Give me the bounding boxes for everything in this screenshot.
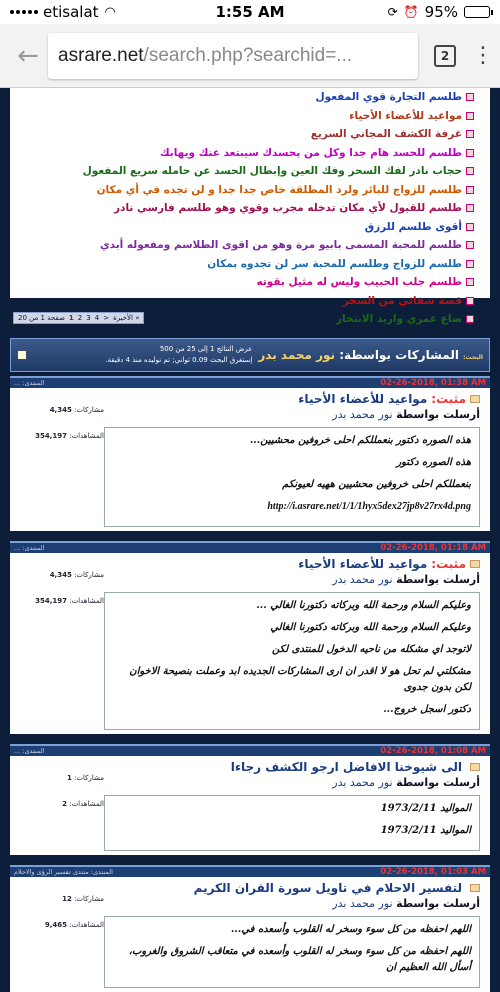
alarm-icon: ⏰ xyxy=(403,5,419,19)
featured-link[interactable] xyxy=(20,199,474,218)
status-bar xyxy=(0,0,500,24)
url-path: /search.php?searchid=... xyxy=(143,44,353,66)
post-prefix: مثبت: xyxy=(431,392,466,406)
link-bullet-icon xyxy=(466,241,474,249)
post-body xyxy=(10,388,490,531)
post-title-text[interactable]: الى شيوخنا الافاضل ارجو الكشف رجاءا xyxy=(230,760,462,774)
post-body xyxy=(10,553,490,734)
post-main xyxy=(104,760,484,851)
post-result xyxy=(10,865,490,992)
link-bullet-icon xyxy=(466,260,474,268)
link-bullet-icon xyxy=(466,186,474,194)
post-result xyxy=(10,541,490,734)
clock: 1:55 AM xyxy=(215,3,285,21)
search-by-label: البحث: xyxy=(463,354,483,361)
page-link-4[interactable]: 4 xyxy=(94,314,100,322)
featured-link[interactable] xyxy=(20,255,474,274)
post-title-text[interactable]: مواعيد للأعضاء الأحياء xyxy=(298,557,428,571)
author-label: أرسلت بواسطة xyxy=(396,897,480,910)
link-bullet-icon xyxy=(466,149,474,157)
post-title-text[interactable]: مواعيد للأعضاء الأحياء xyxy=(298,392,428,406)
featured-link-text[interactable]: طلسم للزواج وطلسم للمحبة سر لن تجدوه بمكان xyxy=(207,257,462,270)
search-title-prefix: المشاركات بواسطة: xyxy=(339,348,459,362)
thread-icon xyxy=(470,884,480,892)
pagination-bar xyxy=(13,312,144,324)
post-title[interactable] xyxy=(104,881,480,895)
featured-link[interactable] xyxy=(20,144,474,163)
author-label: أرسلت بواسطة xyxy=(396,408,480,421)
post-excerpt xyxy=(104,427,480,527)
featured-link[interactable] xyxy=(20,107,474,126)
author-label: أرسلت بواسطة xyxy=(396,776,480,789)
featured-link-text[interactable]: طلسم للحسد هام جدا وكل من يحسدك سيبتعد عنك ويهابك xyxy=(159,146,462,159)
post-stats xyxy=(14,557,104,730)
post-excerpt-summary: هذه الصوره دكتور بنعمللكم احلى خروفين محشيين... xyxy=(249,435,471,446)
post-main xyxy=(104,881,484,988)
posts-label: مشاركات: xyxy=(74,571,104,579)
featured-link[interactable] xyxy=(20,218,474,237)
author-name[interactable]: نور محمد بدر xyxy=(332,573,393,586)
link-bullet-icon xyxy=(466,204,474,212)
link-bullet-icon xyxy=(466,297,474,305)
featured-link-text[interactable]: طلسم التجارة قوي المفعول xyxy=(315,91,462,104)
posts-label: مشاركات: xyxy=(74,895,104,903)
featured-link-text[interactable]: طلسم للمحبة المسمى بابيو مرة وهو من اقوى الطلاسم ومفعوله أبدي xyxy=(100,239,462,252)
post-forum[interactable]: المنتدى: ... xyxy=(14,544,45,552)
featured-link-text[interactable]: حجاب نادر لفك السحر وفك العين وإبطال الحسد عن حامله سريع المفعول xyxy=(82,165,462,178)
page-current[interactable]: 1 xyxy=(68,314,74,322)
browser-toolbar xyxy=(0,24,500,88)
views-count: 354,197 xyxy=(35,597,67,605)
post-excerpt-summary: وعليكم السلام ورحمة الله وبركاته دكتورنا الغالي ... xyxy=(256,600,471,611)
post-excerpt xyxy=(104,592,480,730)
posts-count: 12 xyxy=(62,895,72,903)
featured-link-text[interactable]: غرفة الكشف المجاني السريع xyxy=(310,128,462,141)
post-text-line: بنعمللكم احلى خروفين محشيين ههيه لعيونكم xyxy=(282,479,471,490)
post-title-text[interactable]: لتفسير الاحلام في تاويل سورة القران الكريم xyxy=(193,881,462,895)
featured-link[interactable] xyxy=(20,273,474,292)
back-arrow-icon[interactable]: ← xyxy=(17,40,39,71)
post-stats xyxy=(14,760,104,851)
tab-switcher-button[interactable]: 2 xyxy=(434,45,456,67)
search-title xyxy=(258,348,483,362)
battery-icon xyxy=(464,6,490,18)
posts-label: مشاركات: xyxy=(74,406,104,414)
post-prefix: مثبت: xyxy=(431,557,466,571)
post-text-line: دكتور اسجل خروج... xyxy=(383,704,471,715)
page-content xyxy=(0,88,500,992)
post-list xyxy=(10,376,490,992)
post-main xyxy=(104,557,484,730)
post-body xyxy=(10,756,490,855)
featured-link[interactable] xyxy=(20,162,474,181)
post-header xyxy=(10,744,490,756)
featured-link[interactable] xyxy=(20,236,474,255)
link-bullet-icon xyxy=(466,93,474,101)
post-header xyxy=(10,865,490,877)
post-result xyxy=(10,744,490,855)
post-excerpt-summary: المواليد 1973/2/11 xyxy=(380,803,471,814)
featured-link-text[interactable]: ضاع عمري وارید الانتحار xyxy=(336,313,462,326)
post-title[interactable] xyxy=(104,557,480,571)
author-name[interactable]: نور محمد بدر xyxy=(332,776,393,789)
featured-link-text[interactable]: طلسم جلب الحبيب وليس له مثيل بقوته xyxy=(256,276,462,289)
post-title[interactable] xyxy=(104,760,480,774)
post-forum[interactable]: المنتدى: ... xyxy=(14,379,45,387)
post-date: 02-26-2018, 01:08 AM xyxy=(380,746,486,756)
featured-link-text[interactable]: مواعيد للأعضاء الأحياء xyxy=(349,109,462,122)
post-date: 02-26-2018, 01:38 AM xyxy=(380,378,486,388)
thread-icon xyxy=(470,560,480,568)
menu-dots-icon[interactable]: ⋮ xyxy=(472,42,494,68)
search-title-name[interactable]: نور محمد بدر xyxy=(258,348,336,362)
views-label: المشاهدات: xyxy=(69,597,104,605)
views-count: 9,465 xyxy=(44,921,67,929)
link-bullet-icon xyxy=(466,167,474,175)
post-date: 02-26-2018, 01:03 AM xyxy=(380,867,486,877)
post-header xyxy=(10,541,490,553)
views-count: 2 xyxy=(62,800,67,808)
link-bullet-icon xyxy=(466,315,474,323)
page-last[interactable]: الأخيرة » xyxy=(113,314,140,322)
post-text-line: هذه الصوره دكتور xyxy=(396,457,471,468)
views-count: 354,197 xyxy=(35,432,67,440)
link-bullet-icon xyxy=(466,278,474,286)
post-author xyxy=(104,776,480,789)
page-next[interactable]: > xyxy=(103,314,110,322)
posts-count: 4,345 xyxy=(49,406,72,414)
battery-percent: 95% xyxy=(424,3,458,21)
post-date: 02-26-2018, 01:18 AM xyxy=(380,543,486,553)
page-link-2[interactable]: 2 xyxy=(77,314,83,322)
signal-icon xyxy=(10,10,38,14)
posts-count: 1 xyxy=(66,774,72,782)
search-icon xyxy=(17,350,27,360)
author-name[interactable]: نور محمد بدر xyxy=(332,897,393,910)
link-bullet-icon xyxy=(466,112,474,120)
views-label: المشاهدات: xyxy=(69,800,104,808)
posts-count: 4,345 xyxy=(49,571,72,579)
address-bar[interactable] xyxy=(48,33,418,79)
post-excerpt xyxy=(104,795,480,851)
post-forum[interactable]: المنتدى: ... xyxy=(14,747,45,755)
featured-link[interactable] xyxy=(20,125,474,144)
post-text-line: اللهم احفظه من كل سوء وسخر له القلوب وأسعده في متعاقب الشروق والغروب، أسأل الله العظيم ان xyxy=(128,946,471,973)
author-label: أرسلت بواسطة xyxy=(396,573,480,586)
search-info-results: عرض النتائج 1 إلى 25 من 500 xyxy=(159,345,253,353)
post-excerpt-summary: اللهم احفظه من كل سوء وسخر له القلوب وأسعده في... xyxy=(230,924,471,935)
post-stats xyxy=(14,392,104,527)
featured-link-text[interactable]: طلسم للقبول لأي مكان تدخله مجرب وقوي وهو طلسم فارسي نادر xyxy=(114,202,462,215)
post-result xyxy=(10,376,490,531)
views-label: المشاهدات: xyxy=(69,921,104,929)
post-main xyxy=(104,392,484,527)
featured-link-text[interactable]: أقوى طلسم للرزق xyxy=(364,220,462,233)
search-results-header xyxy=(10,338,490,372)
post-author xyxy=(104,897,480,910)
posts-label: مشاركات: xyxy=(74,774,104,782)
page-label: صفحة 1 من 20 xyxy=(18,314,65,322)
link-bullet-icon xyxy=(466,223,474,231)
thread-icon xyxy=(470,395,480,403)
post-excerpt xyxy=(104,916,480,988)
post-text-line: مشكلتي لم تحل هو لا اقدر ان ارى المشاركات الجديده ابد وعملت بنصيحة الاخوان لكن بدون جدوى xyxy=(129,666,471,693)
post-author xyxy=(104,573,480,586)
search-info xyxy=(33,344,252,366)
link-bullet-icon xyxy=(466,130,474,138)
post-stats xyxy=(14,881,104,988)
post-title[interactable] xyxy=(104,392,480,406)
post-author xyxy=(104,408,480,421)
wifi-icon: ◠ xyxy=(104,4,116,20)
post-text-line: لاتوجد اي مشكله من ناحيه الدخول للمنتدى لكن xyxy=(271,644,471,655)
thread-icon xyxy=(470,763,480,771)
post-text-line: http://i.asrare.net/1/1/1hyx5dex27jp8v27rx4d.png xyxy=(267,501,471,512)
page-link-3[interactable]: 3 xyxy=(86,314,91,322)
post-body xyxy=(10,877,490,992)
featured-link-text[interactable]: قصة شفائي من السحر xyxy=(342,294,462,307)
featured-link-text[interactable]: طلسم للزواج للبائر ولرد المطلقة خاص جدا جدا و لن تجده في أي مكان xyxy=(96,183,462,196)
carrier-name: etisalat xyxy=(43,3,99,21)
author-name[interactable]: نور محمد بدر xyxy=(332,408,393,421)
url-host: asrare.net xyxy=(58,44,144,66)
search-info-time: إستغرق البحث 0.09 ثواني; تم توليده منذ 4 دقيقة. xyxy=(105,356,253,364)
featured-link[interactable] xyxy=(20,181,474,200)
post-text-line: المواليد 1973/2/11 xyxy=(380,825,471,836)
views-label: المشاهدات: xyxy=(69,432,104,440)
rotation-lock-icon: ⟳ xyxy=(387,5,398,19)
featured-link[interactable] xyxy=(20,88,474,107)
post-text-line: وعليكم السلام ورحمة الله وبركاته دكتورنا الغالي xyxy=(270,622,471,633)
post-forum[interactable]: المنتدى: منتدى تفسير الرؤى والاحلام xyxy=(14,868,113,876)
post-header xyxy=(10,376,490,388)
